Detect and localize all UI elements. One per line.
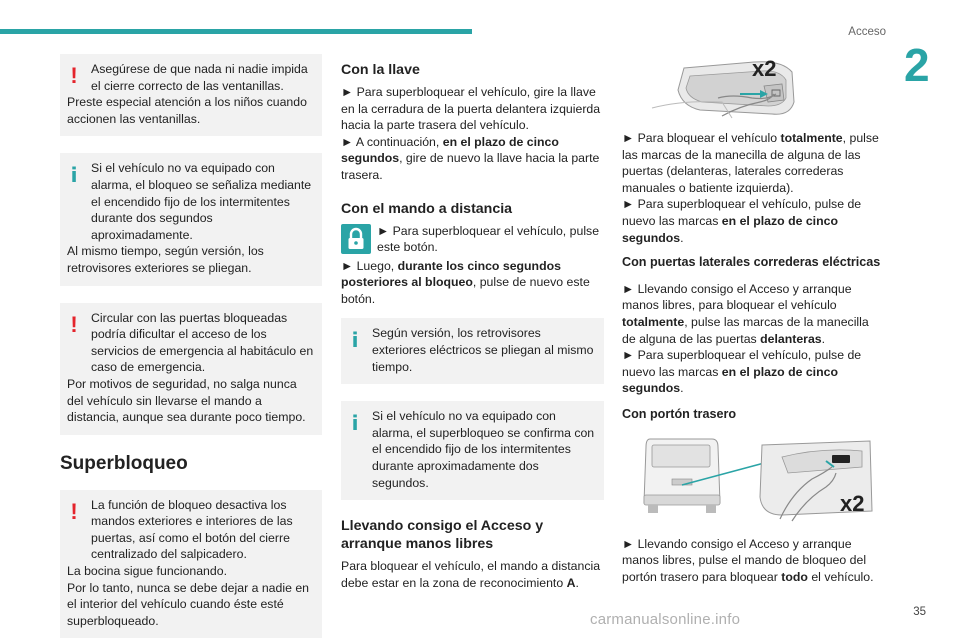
warning-text: Asegúrese de que nada ni nadie impida el cierre correcto de las ventanillas. [91, 62, 308, 93]
heading-superbloqueo: Superbloqueo [60, 452, 188, 474]
section-title: Acceso [848, 26, 886, 38]
paragraph: ► Luego, durante los cinco segundos posteriores al bloqueo, pulse de nuevo este botón. [341, 258, 590, 306]
tailgate-illustration [622, 433, 884, 525]
paragraph: ► Para superbloquear el vehículo, pulse este botón. [377, 223, 600, 255]
warning-icon: ! [70, 498, 78, 524]
heading-puertas-correderas: Con puertas laterales correderas eléctricas [622, 255, 881, 270]
warning-text: Circular con las puertas bloqueadas podría dificultar el acceso de los servicios de emergencia al habitáculo en caso de emergencia. [91, 310, 314, 375]
warning-text: Preste especial atención a los niños cuando accionen las ventanillas. [67, 95, 307, 126]
paragraph: ► A continuación, en el plazo de cinco segundos, gire de nuevo la llave hacia la parte trasera. [341, 134, 600, 182]
paragraph: ► Para superbloquear el vehículo, gire la llave en la cerradura de la puerta delantera izquierda hacia la parte trasera del vehículo. [341, 85, 601, 133]
heading-con-la-llave: Con la llave [341, 62, 420, 78]
info-box [341, 318, 604, 384]
column-left [60, 54, 322, 640]
warning-text: La bocina sigue funcionando. [67, 564, 227, 579]
warning-box [60, 303, 322, 435]
info-text: Al mismo tiempo, según versión, los retrovisores exteriores se pliegan. [67, 244, 264, 275]
warning-icon: ! [70, 63, 78, 88]
paragraph: ► Para superbloquear el vehículo, pulse de nuevo las marcas en el plazo de cinco segundos. [622, 197, 862, 245]
info-box [341, 401, 604, 500]
info-icon: i [351, 328, 359, 353]
paragraph: ► Para bloquear el vehículo totalmente, pulse las marcas de la manecilla de alguna de las puertas (delanteras, laterales correderas manuales o batiente izquierda). [622, 131, 879, 195]
info-text: Según versión, los retrovisores exteriores eléctricos se pliegan al mismo tiempo. [372, 326, 594, 374]
column-right [622, 54, 884, 593]
paragraph: ► Llevando consigo el Acceso y arranque manos libres, pulse el mando de bloqueo del portón trasero para bloquear todo el vehículo. [622, 536, 874, 584]
warning-text: Por lo tanto, nunca se debe dejar a nadie en el interior del vehículo cuando éste esté superbloqueado. [67, 580, 310, 628]
header-accent-bar [0, 29, 472, 34]
column-middle [341, 54, 604, 599]
watermark: carmanualsonline.info [590, 611, 741, 628]
warning-icon: ! [70, 311, 78, 337]
press-twice-label: x2 [840, 490, 865, 516]
heading-acceso-manos-libres: Llevando consigo el Acceso y arranque manos libres [341, 518, 544, 553]
page-number: 35 [913, 606, 926, 618]
paragraph: ► Llevando consigo el Acceso y arranque manos libres, para bloquear el vehículo totalmente, pulse las marcas de la manecilla de alguna de las puertas delanteras. [622, 281, 869, 346]
warning-box [60, 54, 322, 136]
paragraph: Para bloquear el vehículo, el mando a distancia debe estar en la zona de reconocimiento A. [341, 559, 601, 590]
door-handle-illustration [622, 54, 884, 130]
info-icon: i [70, 163, 78, 188]
heading-mando-distancia: Con el mando a distancia [341, 200, 513, 217]
warning-text: La función de bloqueo desactiva los mandos exteriores e interiores de las puertas, así como el botón del cierre centralizado del salpicadero. [91, 497, 293, 562]
chapter-number: 2 [904, 39, 930, 91]
info-text: Si el vehículo no va equipado con alarma, el superbloqueo se confirma con el encendido fijo de los intermitentes durante aproximadamente dos segundos. [372, 409, 595, 490]
press-twice-label: x2 [752, 56, 777, 81]
lock-button-icon [341, 224, 371, 254]
warning-box [60, 490, 322, 639]
info-text: Si el vehículo no va equipado con alarma, el bloqueo se señaliza mediante el encendido fijo de los intermitentes durante dos segundos aproximadamente. [91, 161, 312, 242]
info-icon: i [351, 411, 359, 436]
info-box [60, 153, 322, 285]
heading-porton-trasero: Con portón trasero [622, 406, 737, 421]
warning-text: Por motivos de seguridad, no salga nunca del vehículo sin llevarse el mando a distancia, aunque sea durante poco tiempo. [67, 376, 306, 425]
remote-lock-instruction [341, 223, 604, 257]
paragraph: ► Para superbloquear el vehículo, pulse de nuevo las marcas en el plazo de cinco segundos. [622, 348, 862, 396]
